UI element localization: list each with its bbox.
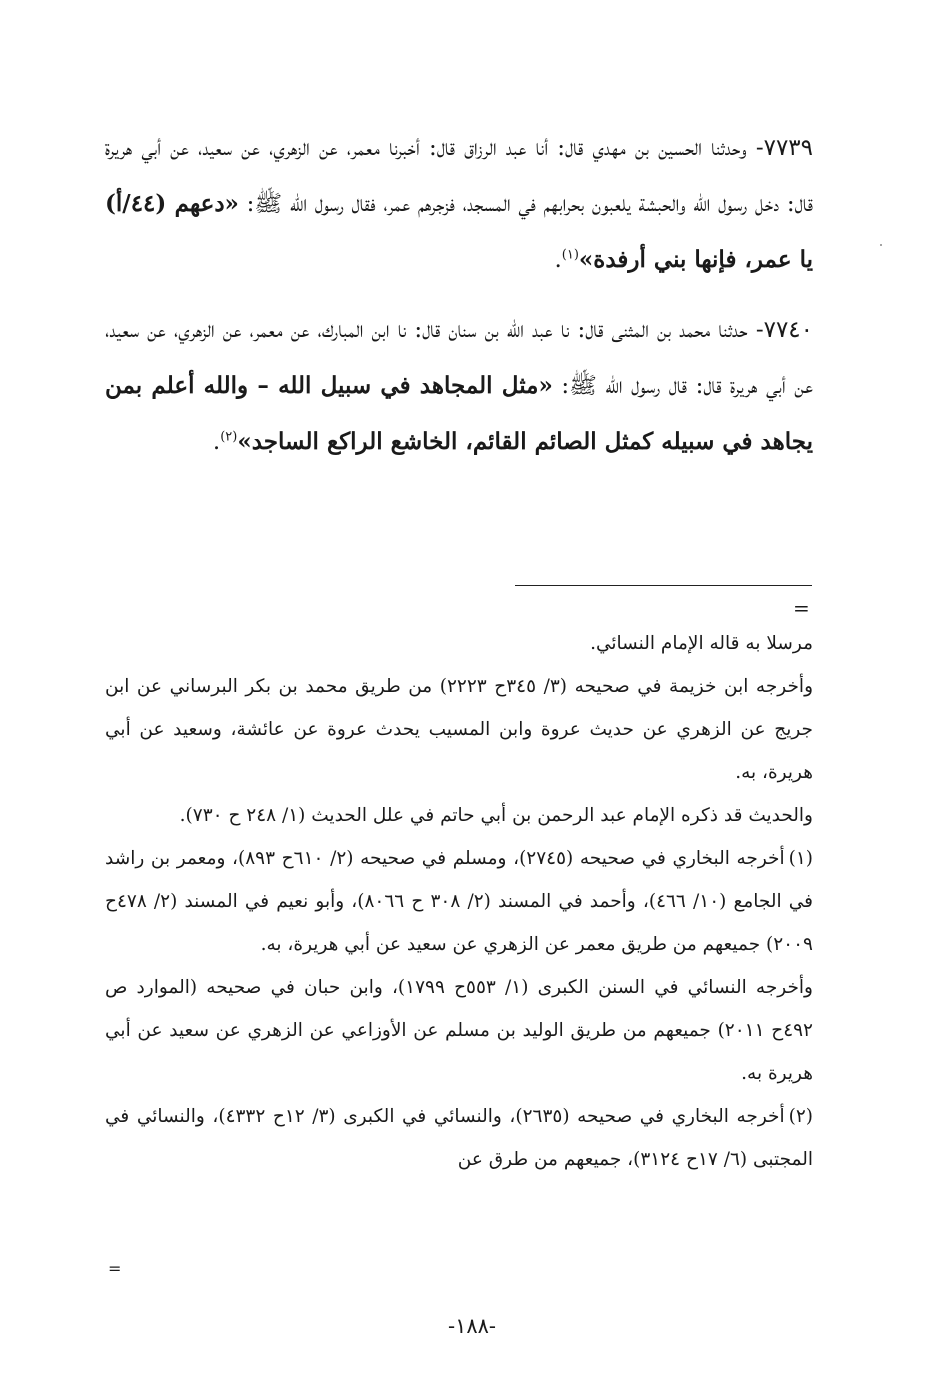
- hadith-text: حدثنا محمد بن المثنى قال: نا عبد الله بن سنان قال: نا ابن المبارك، عن معمر، عن الزهري، عن سعيد، عن أبي هريرة قال: قال رسول الله ﷺ:: [105, 317, 814, 399]
- main-text: [105, 120, 813, 470]
- footnote-separator: [515, 585, 812, 586]
- hadith-number: ٧٧٤٠-: [755, 317, 814, 343]
- footnote-number: (١): [788, 848, 813, 869]
- footnote-text: أخرجه البخاري في صحيحه (٢٦٣٥)، والنسائي في الكبرى (٣/ ١٢ح ٤٣٣٢)، والنسائي في المجتبى (٦/ ١٧ح ٣١٢٤)، جميعهم من طرق عن: [105, 1106, 813, 1170]
- scan-speck: [880, 244, 882, 246]
- footnote-1: [105, 837, 813, 966]
- footnotes: [105, 622, 813, 1181]
- hadith-quote: «مثل المجاهد في سبيل الله – والله أعلم بمن يجاهد في سبيله كمثل الصائم القائم، الخاشع الراكع الساجد»: [105, 372, 813, 455]
- footnote-2: [105, 1095, 813, 1181]
- footnote-text: أخرجه البخاري في صحيحه (٢٧٤٥)، ومسلم في صحيحه (٢/ ٦١٠ح ٨٩٣)، ومعمر بن راشد في الجامع (١٠/ ٤٦٦)، وأحمد في المسند (٢/ ٣٠٨ ح ٨٠٦٦)، وأبو نعيم في المسند (٢/ ٤٧٨ح ٢٠٠٩) جميعهم من طريق معمر عن الزهري عن سعيد عن أبي هريرة، به.: [105, 848, 814, 955]
- hadith-text: وحدثنا الحسين بن مهدي قال: أنا عبد الرزاق قال: أخبرنا معمر، عن الزهري، عن سعيد، عن أبي هريرة قال: دخل رسول الله والحبشة يلعبون بحرابهم في المسجد، فزجرهم عمر، فقال رسول الله ﷺ:: [105, 135, 814, 217]
- sentence-end: .: [212, 429, 221, 455]
- footnote-carryover-paragraph: والحديث قد ذكره الإمام عبد الرحمن بن أبي حاتم في علل الحديث (١/ ٢٤٨ ح ٧٣٠).: [179, 805, 813, 826]
- footnote-ref-2[interactable]: (٢): [220, 429, 238, 445]
- page-number: -١٨٨-: [447, 1314, 497, 1338]
- footnote-1-paragraph: وأخرجه النسائي في السنن الكبرى (١/ ٥٥٣ح ١٧٩٩)، وابن حبان في صحيحه (الموارد ص ٤٩٢ح ٢٠١١) جميعهم من طريق الوليد بن مسلم عن الأوزاعي عن الزهري عن سعيد عن أبي هريرة به.: [105, 977, 813, 1084]
- hadith-number: ٧٧٣٩-: [755, 135, 814, 161]
- footnote-carryover-paragraph: وأخرجه ابن خزيمة في صحيحه (٣/ ٣٤٥ح ٢٢٢٣) من طريق محمد بن بكر البرساني عن ابن جريج عن الزهري عن حديث عروة وابن المسيب يحدث عروة عن عائشة، وسعيد عن أبي هريرة، به.: [105, 676, 813, 783]
- hadith-7740: [105, 302, 813, 470]
- hadith-quote: «دعهم (٤٤/أ) يا عمر، فإنها بني أرفدة»: [105, 190, 813, 273]
- footnote-number: (٢): [788, 1106, 813, 1127]
- sentence-end: .: [554, 247, 562, 273]
- footnote-carryover-line: مرسلا به قاله الإمام النسائي.: [590, 633, 813, 654]
- trailing-continuation-mark: =: [108, 1259, 122, 1278]
- footnote-ref-1[interactable]: (١): [561, 247, 579, 263]
- continuation-mark: =: [793, 596, 810, 620]
- hadith-7739: [105, 120, 813, 288]
